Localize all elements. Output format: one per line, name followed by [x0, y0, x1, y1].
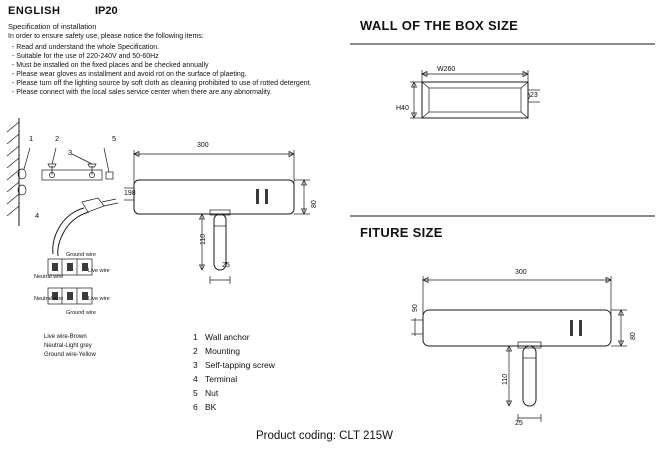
spec-item-2: - Must be installed on the fixed places and be checked annually — [12, 62, 209, 69]
wire-label-live-bottom: Live wire — [88, 296, 110, 302]
callout-5: 5 — [112, 134, 117, 143]
fixture-bottom-drawing — [405, 268, 635, 438]
spec-item-5: - Please connect with the local sales service center when there are any abnormality. — [12, 89, 272, 96]
callout-3: 3 — [68, 148, 73, 157]
product-coding: Product coding: CLT 215W — [256, 430, 394, 442]
wire-label-neutral-top: Neutral wire — [34, 274, 64, 280]
fixture-top-callout-dim: 198 — [124, 190, 136, 197]
fixture-bottom-height-dim: 80 — [630, 332, 637, 340]
legend-num-3: 3 — [193, 360, 198, 370]
wall-box-width-dim: W260 — [437, 66, 456, 73]
callout-2: 2 — [55, 134, 60, 143]
fixture-divider — [350, 212, 660, 220]
ip-rating-label: IP20 — [95, 5, 118, 17]
section-title-wall-box: WALL OF THE BOX SIZE — [360, 18, 519, 33]
legend-num-4: 4 — [193, 374, 198, 384]
callout-1: 1 — [29, 134, 34, 143]
wall-box-drawing — [400, 60, 580, 130]
callout-4: 4 — [35, 211, 40, 220]
wire-label-live-top: Live wire — [88, 268, 110, 274]
parts-legend — [193, 330, 275, 414]
legend-num-6: 6 — [193, 402, 198, 412]
spec-intro: In order to ensure safety use, please notice the following items: — [8, 33, 204, 40]
wall-box-height-dim: H40 — [396, 105, 409, 112]
spec-title: Specification of installation — [8, 22, 97, 31]
wire-label-neutral-bottom: Neutral wire — [34, 296, 64, 302]
fixture-bottom-length-dim: 300 — [515, 269, 527, 276]
spec-item-3: - Please wear gloves as installment and avoid rot on the surface of plaeting. — [12, 71, 247, 78]
wall-box-divider — [350, 40, 660, 48]
legend-label-3: Self-tapping screw — [205, 360, 275, 370]
legend-label-2: Mounting — [205, 346, 240, 356]
spec-item-0: - Read and understand the whole Specification. — [12, 44, 160, 51]
spec-item-1: - Suitable for the use of 220-240V and 50-60Hz — [12, 53, 159, 60]
fixture-bottom-base-dim: 25 — [515, 420, 523, 427]
legend-row-6 — [193, 400, 275, 414]
legend-num-1: 1 — [193, 332, 198, 342]
spec-item-4: - Please turn off the lighting source by soft cloth as cleaning prohibited to use of rotted detergent. — [12, 80, 312, 87]
wire-label-ground-bottom: Ground wire — [66, 310, 96, 316]
legend-num-2: 2 — [193, 346, 198, 356]
wire-legend-2: Ground wire-Yellow — [44, 352, 96, 358]
legend-num-5: 5 — [193, 388, 198, 398]
wall-box-depth-dim: 23 — [530, 92, 538, 99]
legend-row-4 — [193, 372, 275, 386]
legend-row-3 — [193, 358, 275, 372]
wire-label-ground-top: Ground wire — [66, 252, 96, 258]
language-label: ENGLISH — [8, 5, 61, 17]
fixture-bottom-drop-dim: 110 — [502, 373, 509, 385]
fixture-top-length-dim: 300 — [197, 142, 209, 149]
legend-row-2 — [193, 344, 275, 358]
fixture-bottom-small-dim: 90 — [412, 304, 419, 312]
fixture-top-drawing — [122, 140, 322, 300]
fixture-top-drop-dim: 110 — [200, 233, 207, 245]
legend-label-5: Nut — [205, 388, 219, 398]
legend-label-6: BK — [205, 402, 217, 412]
legend-row-5 — [193, 386, 275, 400]
section-title-fixture: FITURE SIZE — [360, 225, 443, 240]
legend-row-1 — [193, 330, 275, 344]
wire-legend-1: Neutral-Light grey — [44, 343, 92, 349]
legend-label-1: Wall anchor — [205, 332, 250, 342]
fixture-top-height-dim: 80 — [311, 200, 318, 208]
legend-label-4: Terminal — [205, 374, 238, 384]
fixture-top-base-dim: 25 — [222, 262, 230, 269]
wire-legend-0: Live wire-Brown — [44, 334, 87, 340]
